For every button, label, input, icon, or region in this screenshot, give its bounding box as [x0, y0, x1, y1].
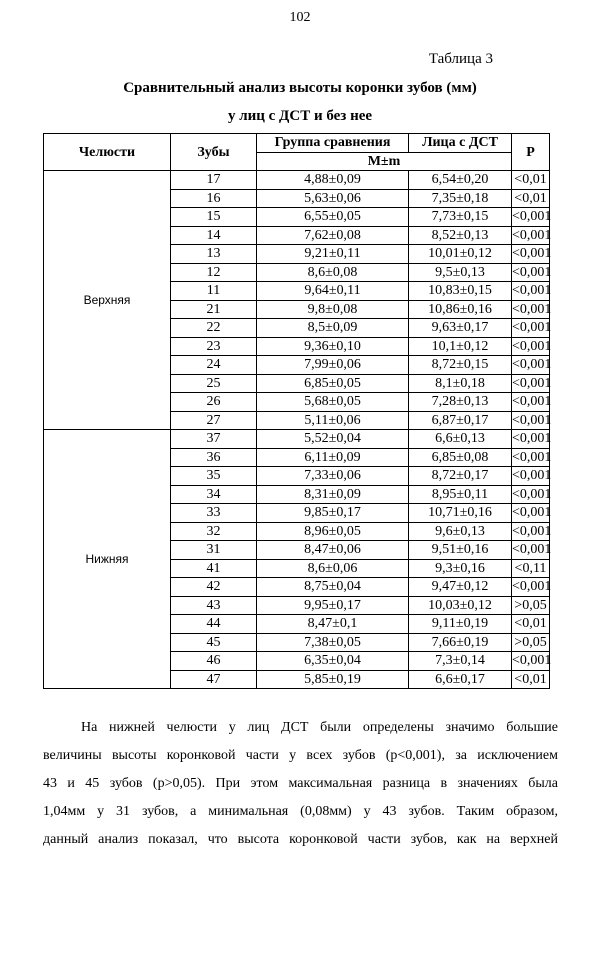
p-value-cell: <0,001: [512, 338, 552, 354]
lower-jaw-label: Нижняя: [44, 430, 171, 689]
p-value-cell: <0,001: [512, 412, 552, 428]
p-value-cell: <0,001: [512, 523, 552, 539]
tooth-number-cell: 15: [171, 208, 257, 227]
tooth-number-cell: 33: [171, 504, 257, 523]
dst-value-cell: 10,1±0,12: [409, 337, 512, 356]
header-mean: M±m: [257, 152, 512, 171]
comparison-value-cell: 9,85±0,17: [257, 504, 409, 523]
comparison-value-cell: 9,36±0,10: [257, 337, 409, 356]
paragraph-line: 43 и 45 зубов (р>0,05). При этом максимальная разница в значениях была: [43, 776, 558, 791]
comparison-value-cell: 5,85±0,19: [257, 670, 409, 689]
dst-value-cell: 9,3±0,16: [409, 559, 512, 578]
dst-value-cell: 7,35±0,18: [409, 189, 512, 208]
tooth-number-cell: 27: [171, 411, 257, 430]
table-body: [44, 171, 550, 689]
p-value-cell: <0,001: [512, 468, 552, 484]
p-value-cell: <0,001: [512, 579, 552, 595]
comparison-value-cell: 8,47±0,06: [257, 541, 409, 560]
tooth-number-cell: 12: [171, 263, 257, 282]
header-dst-group: Лица с ДСТ: [409, 134, 512, 153]
upper-jaw-label: Верхняя: [44, 171, 171, 430]
comparison-value-cell: 6,11±0,09: [257, 448, 409, 467]
comparison-value-cell: 9,64±0,11: [257, 282, 409, 301]
p-value-cell: <0,01: [512, 615, 550, 634]
tooth-number-cell: 36: [171, 448, 257, 467]
p-value-cell: <0,001: [512, 449, 552, 465]
header-p: P: [512, 134, 550, 171]
comparison-value-cell: 6,55±0,05: [257, 208, 409, 227]
dst-value-cell: 6,87±0,17: [409, 411, 512, 430]
p-value-cell: <0,001: [512, 375, 552, 391]
dst-value-cell: 9,63±0,17: [409, 319, 512, 338]
table-row: [44, 171, 550, 190]
p-value-cell: <0,001: [512, 394, 552, 410]
tooth-number-cell: 44: [171, 615, 257, 634]
comparison-table: [43, 133, 550, 689]
comparison-value-cell: 5,52±0,04: [257, 430, 409, 449]
body-paragraph: [43, 714, 558, 854]
p-value-cell: <0,001: [512, 320, 552, 336]
table-subtitle: у лиц с ДСТ и без нее: [227, 108, 373, 124]
p-value-cell: >0,05: [512, 633, 550, 652]
p-value-cell: <0,11: [512, 559, 550, 578]
header-jaws: Челюсти: [44, 134, 171, 171]
header-teeth: Зубы: [171, 134, 257, 171]
comparison-value-cell: 6,85±0,05: [257, 374, 409, 393]
dst-value-cell: 10,71±0,16: [409, 504, 512, 523]
comparison-value-cell: 5,68±0,05: [257, 393, 409, 412]
dst-value-cell: 6,85±0,08: [409, 448, 512, 467]
comparison-value-cell: 8,6±0,08: [257, 263, 409, 282]
dst-value-cell: 6,6±0,13: [409, 430, 512, 449]
tooth-number-cell: 41: [171, 559, 257, 578]
p-value-cell: <0,001: [512, 283, 552, 299]
comparison-value-cell: 5,11±0,06: [257, 411, 409, 430]
tooth-number-cell: 34: [171, 485, 257, 504]
p-value-cell: <0,001: [512, 653, 552, 669]
tooth-number-cell: 16: [171, 189, 257, 208]
tooth-number-cell: 37: [171, 430, 257, 449]
dst-value-cell: 10,86±0,16: [409, 300, 512, 319]
dst-value-cell: 6,6±0,17: [409, 670, 512, 689]
dst-value-cell: 8,52±0,13: [409, 226, 512, 245]
comparison-value-cell: 8,6±0,06: [257, 559, 409, 578]
p-value-cell: <0,001: [512, 505, 552, 521]
comparison-value-cell: 8,75±0,04: [257, 578, 409, 597]
p-value-cell: <0,001: [512, 227, 552, 243]
tooth-number-cell: 23: [171, 337, 257, 356]
comparison-value-cell: 9,21±0,11: [257, 245, 409, 264]
tooth-number-cell: 11: [171, 282, 257, 301]
page-number: 102: [289, 10, 311, 25]
tooth-number-cell: 45: [171, 633, 257, 652]
comparison-value-cell: 5,63±0,06: [257, 189, 409, 208]
comparison-value-cell: 9,95±0,17: [257, 596, 409, 615]
header-comparison-group: Группа сравнения: [257, 134, 409, 153]
comparison-value-cell: 8,5±0,09: [257, 319, 409, 338]
table-title: Сравнительный анализ высоты коронки зубов (мм): [123, 80, 477, 96]
p-value-cell: <0,001: [512, 431, 552, 447]
p-value-cell: <0,001: [512, 357, 552, 373]
dst-value-cell: 10,83±0,15: [409, 282, 512, 301]
tooth-number-cell: 42: [171, 578, 257, 597]
tooth-number-cell: 17: [171, 171, 257, 190]
p-value-cell: <0,01: [512, 171, 550, 190]
paragraph-line: данный анализ показал, что высота коронковой части зубов, как на верхней: [43, 832, 558, 847]
comparison-value-cell: 7,38±0,05: [257, 633, 409, 652]
tooth-number-cell: 35: [171, 467, 257, 486]
tooth-number-cell: 14: [171, 226, 257, 245]
dst-value-cell: 8,72±0,17: [409, 467, 512, 486]
tooth-number-cell: 24: [171, 356, 257, 375]
dst-value-cell: 9,47±0,12: [409, 578, 512, 597]
dst-value-cell: 7,66±0,19: [409, 633, 512, 652]
dst-value-cell: 10,03±0,12: [409, 596, 512, 615]
dst-value-cell: 7,28±0,13: [409, 393, 512, 412]
comparison-value-cell: 9,8±0,08: [257, 300, 409, 319]
comparison-value-cell: 8,47±0,1: [257, 615, 409, 634]
comparison-value-cell: 7,62±0,08: [257, 226, 409, 245]
p-value-cell: <0,001: [512, 264, 552, 280]
dst-value-cell: 9,5±0,13: [409, 263, 512, 282]
dst-value-cell: 10,01±0,12: [409, 245, 512, 264]
p-value-cell: <0,001: [512, 486, 552, 502]
p-value-cell: <0,01: [512, 189, 550, 208]
dst-value-cell: 8,95±0,11: [409, 485, 512, 504]
table-row: [44, 430, 550, 449]
comparison-value-cell: 6,35±0,04: [257, 652, 409, 671]
p-value-cell: <0,001: [512, 209, 552, 225]
paragraph-line: На нижней челюсти у лиц ДСТ были определены значимо большие: [81, 720, 558, 735]
table-label: Таблица 3: [428, 51, 493, 67]
dst-value-cell: 9,6±0,13: [409, 522, 512, 541]
dst-value-cell: 7,3±0,14: [409, 652, 512, 671]
dst-value-cell: 9,11±0,19: [409, 615, 512, 634]
comparison-value-cell: 8,31±0,09: [257, 485, 409, 504]
table-header-row: [44, 134, 550, 153]
comparison-value-cell: 4,88±0,09: [257, 171, 409, 190]
tooth-number-cell: 46: [171, 652, 257, 671]
dst-value-cell: 8,1±0,18: [409, 374, 512, 393]
p-value-cell: >0,05: [512, 596, 550, 615]
dst-value-cell: 9,51±0,16: [409, 541, 512, 560]
tooth-number-cell: 13: [171, 245, 257, 264]
dst-value-cell: 7,73±0,15: [409, 208, 512, 227]
tooth-number-cell: 47: [171, 670, 257, 689]
tooth-number-cell: 26: [171, 393, 257, 412]
tooth-number-cell: 31: [171, 541, 257, 560]
p-value-cell: <0,001: [512, 246, 552, 262]
p-value-cell: <0,001: [512, 542, 552, 558]
tooth-number-cell: 21: [171, 300, 257, 319]
tooth-number-cell: 32: [171, 522, 257, 541]
paragraph-line: 1,04мм у 31 зубов, а минимальная (0,08мм) у 43 зубов. Таким образом,: [43, 804, 558, 819]
comparison-value-cell: 8,96±0,05: [257, 522, 409, 541]
dst-value-cell: 8,72±0,15: [409, 356, 512, 375]
tooth-number-cell: 22: [171, 319, 257, 338]
comparison-value-cell: 7,99±0,06: [257, 356, 409, 375]
dst-value-cell: 6,54±0,20: [409, 171, 512, 190]
paragraph-line: величины высоты коронковой части у всех зубов (р<0,001), за исключением: [43, 748, 558, 763]
p-value-cell: <0,01: [512, 670, 550, 689]
p-value-cell: <0,001: [512, 301, 552, 317]
tooth-number-cell: 25: [171, 374, 257, 393]
comparison-value-cell: 7,33±0,06: [257, 467, 409, 486]
tooth-number-cell: 43: [171, 596, 257, 615]
